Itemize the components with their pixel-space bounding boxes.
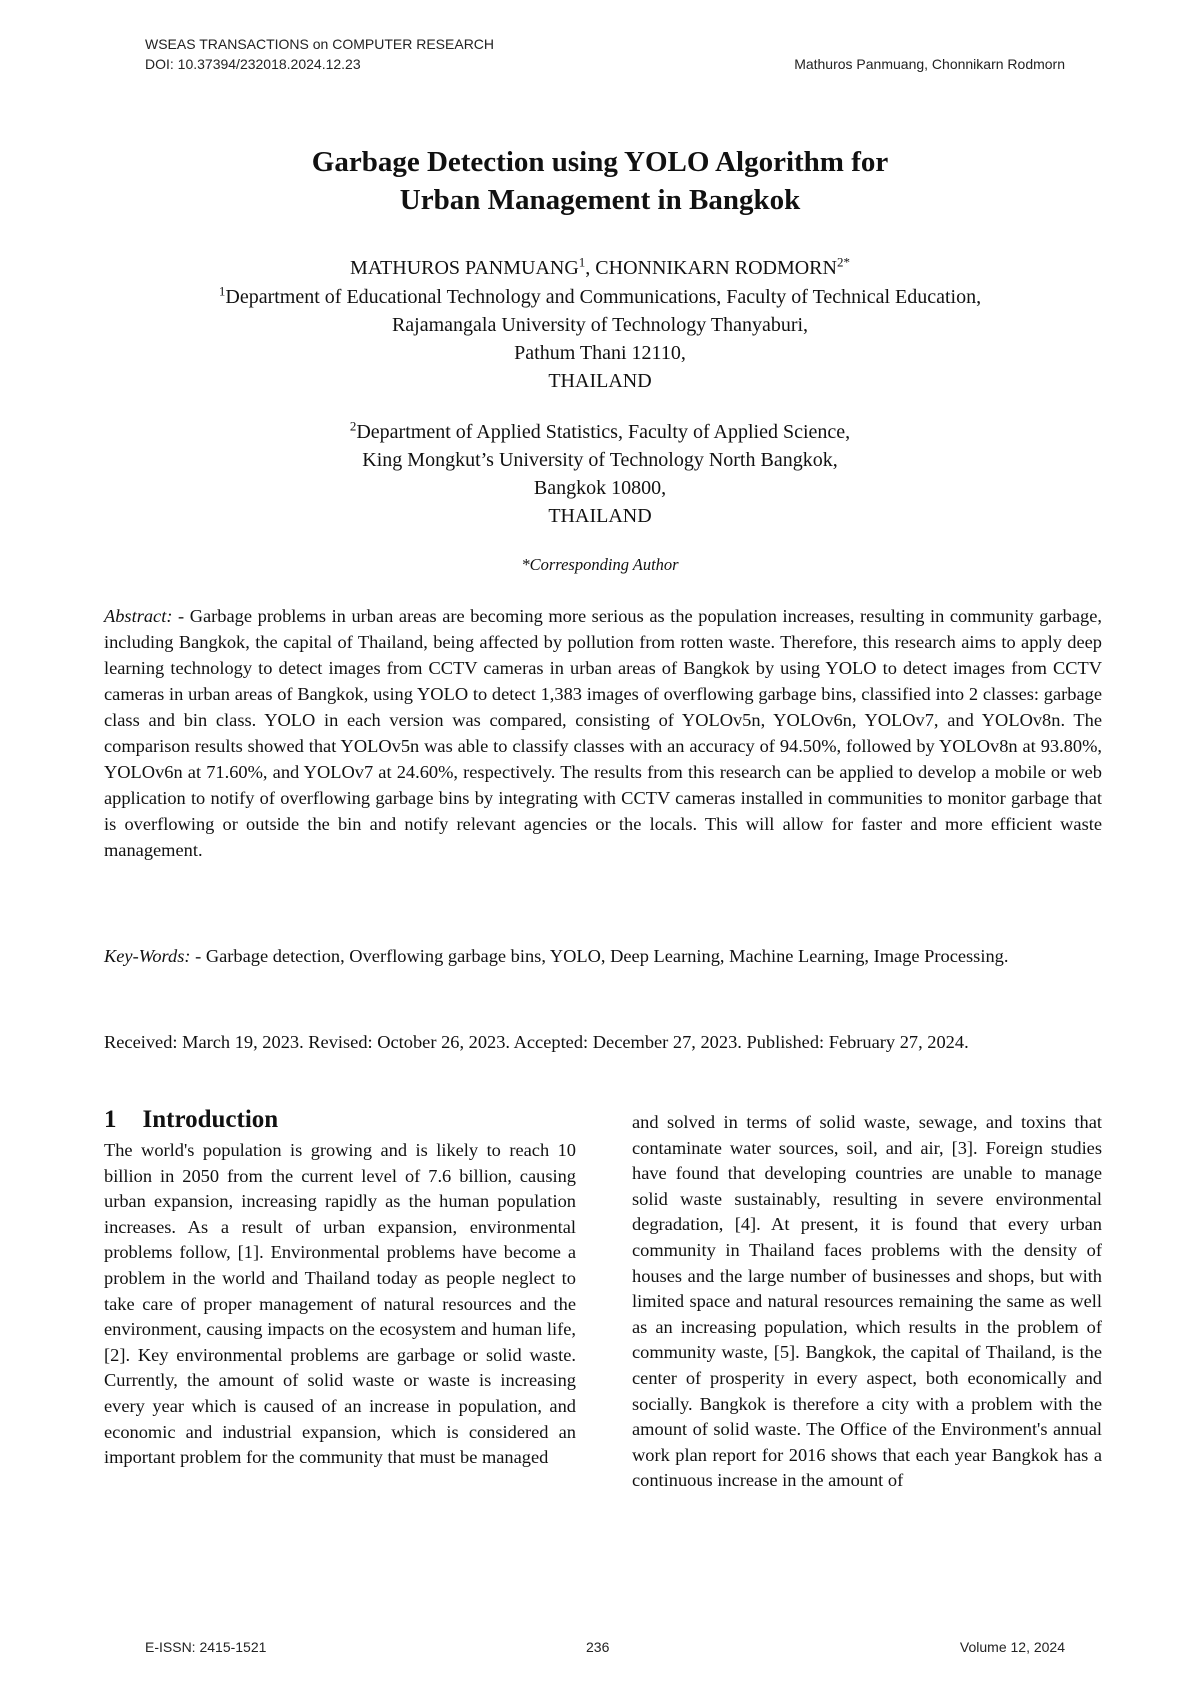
corresponding-author-note: *Corresponding Author [521,555,679,574]
paper-title [0,143,1200,219]
affiliation-2-line-1: Department of Applied Statistics, Faculty of Applied Science, [356,421,851,443]
keywords [104,943,1102,969]
abstract-label: Abstract: [104,606,173,626]
author-2-mark: 2* [836,254,850,270]
affiliation-1 [0,283,1200,395]
affiliation-1-line-2: Rajamangala University of Technology Thanyaburi, [391,314,809,336]
author-1-mark: 1 [578,254,586,270]
intro-right-column: and solved in terms of solid waste, sewage, and toxins that contaminate water sources, soil, and air, [3]. Foreign studies have found that developing countries are unable to manage solid waste sustainably, resulting in severe environmental degradation, [4]. At present, it is found that every urban community in Thailand faces problems with the density of houses and the large number of businesses and shops, but with limited space and natural resources remaining the same as well as an increasing population, which results in the problem of community waste, [5]. Bangkok, the capital of Thailand, is the center of prosperity in every aspect, both economically and socially. Bangkok is therefore a city with a problem with the amount of solid waste. The Office of the Environment's annual work plan report for 2016 shows that each year Bangkok has a continuous increase in the amount of [632,1112,1102,1491]
running-authors: Mathuros Panmuang, Chonnikarn Rodmorn [794,56,1065,72]
section-title: Introduction [142,1106,279,1133]
author-list [0,254,1200,282]
section-heading [104,1105,278,1135]
footer-eissn: E-ISSN: 2415-1521 [145,1639,267,1655]
affiliation-2-line-4: THAILAND [548,505,652,527]
section-number: 1 [104,1106,117,1133]
author-1-name: MATHUROS PANMUANG [350,257,579,279]
page-number: 236 [586,1639,610,1655]
title-line-1: Garbage Detection using YOLO Algorithm for [311,146,889,178]
affiliation-2-mark: 2 [349,418,357,434]
author-2-name: CHONNIKARN RODMORN [595,257,837,279]
affiliation-1-line-1: Department of Educational Technology and Communications, Faculty of Technical Education, [225,286,982,308]
footer-volume: Volume 12, 2024 [959,1639,1065,1655]
journal-name: WSEAS TRANSACTIONS on COMPUTER RESEARCH [145,36,495,52]
affiliation-2 [0,418,1200,530]
title-line-2: Urban Management in Bangkok [399,184,801,216]
submission-dates: Received: March 19, 2023. Revised: October 26, 2023. Accepted: December 27, 2023. Published: February 27, 2024. [104,1032,969,1052]
affiliation-2-line-2: King Mongkut’s University of Technology North Bangkok, [362,449,838,471]
keywords-dash: - [190,946,206,966]
affiliation-2-line-3: Bangkok 10800, [533,477,667,499]
keywords-text: Garbage detection, Overflowing garbage bins, YOLO, Deep Learning, Machine Learning, Image Processing. [205,946,1009,966]
affiliation-1-line-3: Pathum Thani 12110, [514,342,686,364]
keywords-label: Key-Words: [104,946,191,966]
intro-left-column: The world's population is growing and is likely to reach 10 billion in 2050 from the current level of 7.6 billion, causing urban expansion, increasing rapidly as the human population increases. As a result of urban expansion, environmental problems follow, [1]. Environmental problems have become a problem in the world and Thailand today as people neglect to take care of proper management of natural resources and the environment, causing impacts on the ecosystem and human life, [2]. Key environmental problems are garbage or solid waste. Currently, the amount of solid waste or waste is increasing every year which is caused of an increase in population, and economic and industrial expansion, which is considered an important problem for the community that must be managed [104,1140,576,1468]
affiliation-1-line-4: THAILAND [548,370,652,392]
affiliation-1-mark: 1 [218,283,226,299]
abstract [104,603,1102,863]
author-separator: , [585,257,596,279]
doi: DOI: 10.37394/232018.2024.12.23 [145,56,361,72]
abstract-text: - Garbage problems in urban areas are becoming more serious as the population increases, resulting in community garbage, including Bangkok, the capital of Thailand, being affected by pollution from rotten waste. Therefore, this research aims to apply deep learning technology to detect images from CCTV cameras in urban areas of Bangkok by using YOLO to detect images from CCTV cameras in urban areas of Bangkok, using YOLO to detect 1,383 images of overflowing garbage bins, classified into 2 classes: garbage class and bin class. YOLO in each version was compared, consisting of YOLOv5n, YOLOv6n, YOLOv7, and YOLOv8n. The comparison results showed that YOLOv5n was able to classify classes with an accuracy of 94.50%, followed by YOLOv8n at 93.80%, YOLOv6n at 71.60%, and YOLOv7 at 24.60%, respectively. The results from this research can be applied to develop a mobile or web application to notify of overflowing garbage bins by integrating with CCTV cameras installed in communities to monitor garbage that is overflowing or outside the bin and notify relevant agencies or the locals. This will allow for faster and more efficient waste management. [104,606,1102,860]
